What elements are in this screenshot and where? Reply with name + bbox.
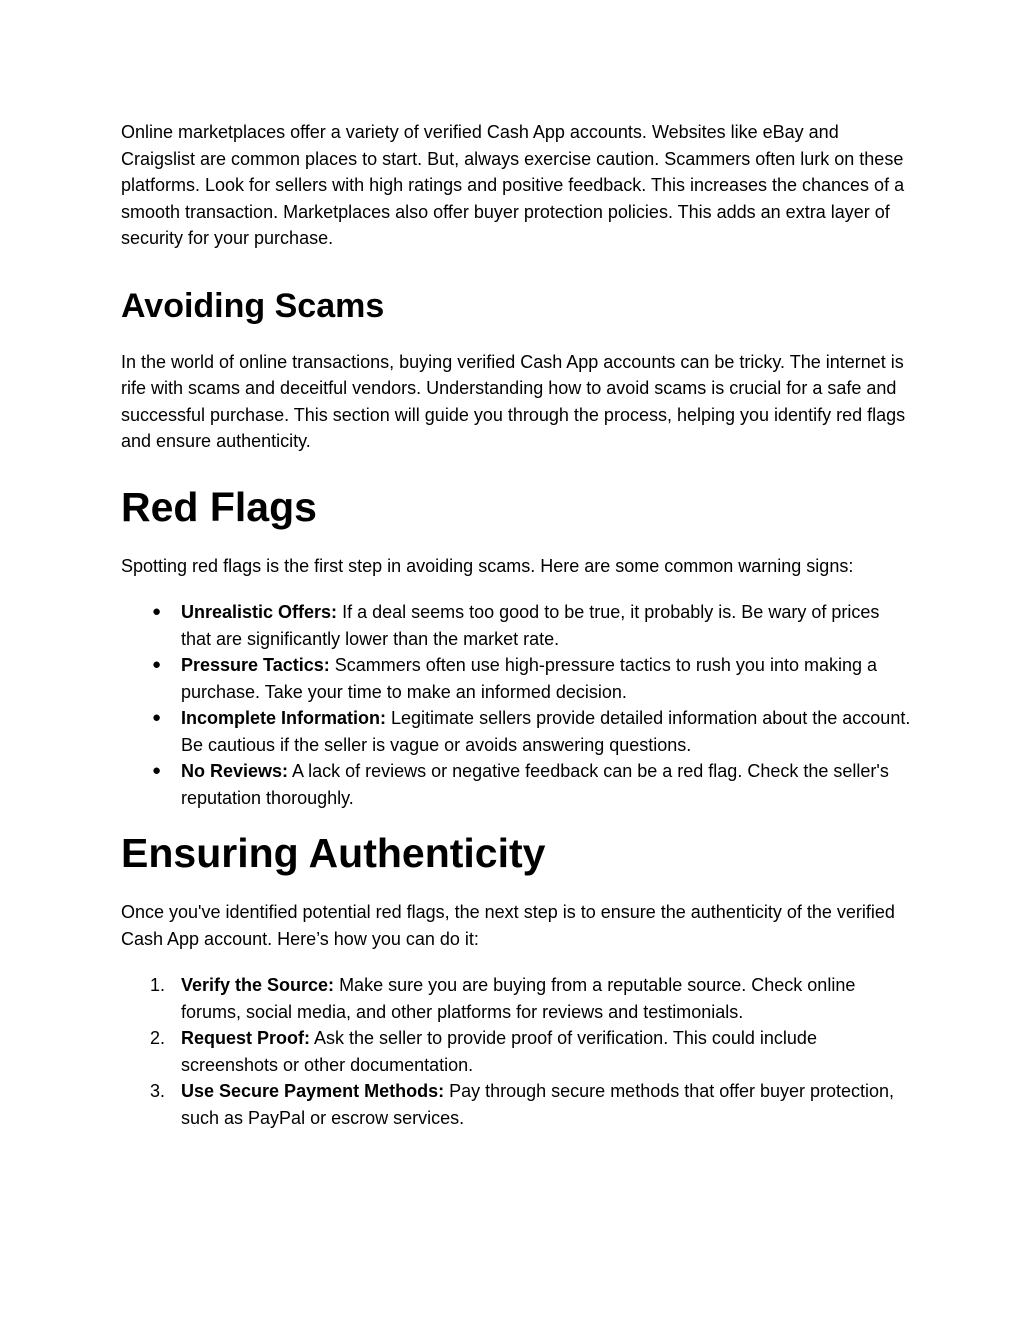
list-item-term: Verify the Source: <box>181 975 335 995</box>
list-item <box>121 705 911 758</box>
bullet-icon: ● <box>152 709 162 726</box>
red-flags-list <box>121 599 911 811</box>
avoiding-scams-heading: Avoiding Scams <box>121 286 385 325</box>
list-item-term: Pressure Tactics: <box>181 655 330 675</box>
list-item <box>121 1025 911 1078</box>
list-item-text: Make sure you are buying from a reputable source. Check online forums, social media, and other platforms for reviews and testimonials. <box>181 975 856 1022</box>
list-item <box>121 652 911 705</box>
bullet-icon: ● <box>152 656 162 673</box>
authenticity-steps-list <box>121 972 911 1131</box>
list-item-text: Scammers often use high-pressure tactics to rush you into making a purchase. Take your time to make an informed decision. <box>181 655 878 702</box>
list-item-term: Use Secure Payment Methods: <box>181 1081 445 1101</box>
bullet-icon: ● <box>152 762 162 779</box>
list-item <box>121 599 911 652</box>
list-item-text: Legitimate sellers provide detailed information about the account. Be cautious if the seller is vague or avoids answering questions. <box>181 708 911 755</box>
list-item-text: A lack of reviews or negative feedback can be a red flag. Check the seller's reputation thoroughly. <box>181 761 889 808</box>
list-item <box>121 758 911 811</box>
list-item <box>121 1078 911 1131</box>
avoiding-scams-paragraph: In the world of online transactions, buying verified Cash App accounts can be tricky. The internet is rife with scams and deceitful vendors. Understanding how to avoid scams is crucial for a safe and successful purchase. This section will guide you through the process, helping you identify red flags and ensure authenticity. <box>121 351 906 451</box>
list-item-text: If a deal seems too good to be true, it probably is. Be wary of prices that are significantly lower than the market rate. <box>181 602 880 649</box>
red-flags-heading: Red Flags <box>121 483 317 530</box>
list-item-text: Pay through secure methods that offer buyer protection, such as PayPal or escrow services. <box>181 1081 895 1128</box>
list-item <box>121 972 911 1025</box>
ensuring-authenticity-paragraph: Once you've identified potential red flags, the next step is to ensure the authenticity of the verified Cash App account. Here’s how you can do it: <box>121 902 895 949</box>
list-item-term: Request Proof: <box>181 1028 311 1048</box>
bullet-icon: ● <box>152 603 162 620</box>
list-number: 2. <box>150 1028 166 1048</box>
list-number: 3. <box>150 1081 166 1101</box>
list-item-term: Unrealistic Offers: <box>181 602 338 622</box>
list-item-text: Ask the seller to provide proof of verification. This could include screenshots or other documentation. <box>181 1028 817 1075</box>
document-page <box>121 119 911 1131</box>
intro-paragraph: Online marketplaces offer a variety of verified Cash App accounts. Websites like eBay and Craigslist are common places to start. But, always exercise caution. Scammers often lurk on these platforms. Look for sellers with high ratings and positive feedback. This increases the chances of a smooth transaction. Marketplaces also offer buyer protection policies. This adds an extra layer of security for your purchase. <box>121 122 905 248</box>
ensuring-authenticity-heading: Ensuring Authenticity <box>121 830 546 876</box>
list-item-term: No Reviews: <box>181 761 289 781</box>
red-flags-paragraph: Spotting red flags is the first step in avoiding scams. Here are some common warning signs: <box>121 555 854 576</box>
list-item-term: Incomplete Information: <box>181 708 387 728</box>
list-number: 1. <box>150 975 166 995</box>
